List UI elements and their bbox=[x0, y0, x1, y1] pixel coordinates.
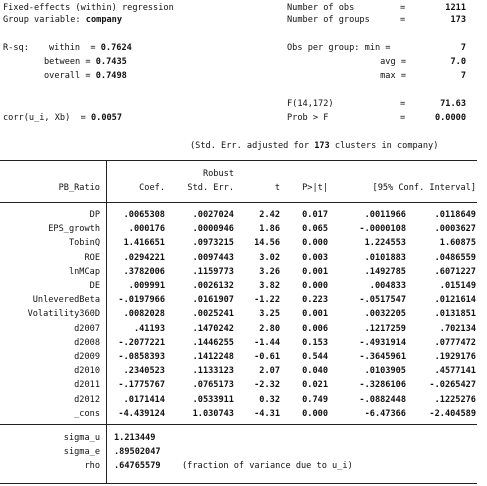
ci-lower-cell: -.3286106 bbox=[359, 380, 406, 391]
variable-name: lnMCap bbox=[68, 266, 100, 277]
coef-cell: .009991 bbox=[128, 281, 165, 291]
ngroups-label: Number of groups bbox=[287, 15, 370, 25]
table-header-rule bbox=[0, 202, 477, 203]
se-note-prefix: (Std. Err. adjusted for bbox=[190, 141, 315, 151]
std-err-cell: .1470242 bbox=[192, 323, 234, 334]
std-err-cell: .0765173 bbox=[192, 380, 234, 391]
f-stat-label-text: F(14,172) bbox=[287, 99, 334, 109]
variable-name: EPS_growth bbox=[48, 224, 100, 235]
t-stat-cell: 1.86 bbox=[259, 224, 280, 235]
std-err-cell: .1446255 bbox=[192, 337, 234, 348]
corr-line bbox=[3, 113, 122, 124]
sigma-value: .64765579 bbox=[114, 461, 161, 471]
obs-max-value: 7 bbox=[460, 71, 466, 81]
std-err-cell: 1.030743 bbox=[192, 408, 234, 419]
t-stat-cell: 2.80 bbox=[259, 323, 280, 334]
obs-max-label: max = bbox=[380, 71, 406, 81]
table-row bbox=[0, 238, 487, 249]
ci-lower-cell: .0101883 bbox=[364, 252, 406, 263]
p-header: P>|t| bbox=[302, 183, 328, 193]
table-coef-rule bbox=[0, 424, 477, 425]
variable-name: ROE bbox=[84, 252, 100, 263]
std-err-cell: .1133123 bbox=[192, 366, 234, 377]
p-value-cell: 0.021 bbox=[302, 380, 328, 391]
table-row bbox=[0, 309, 487, 320]
rsq-within-line bbox=[49, 43, 132, 54]
ci-lower-cell: -.0882448 bbox=[359, 394, 406, 405]
coef-cell: .0082028 bbox=[123, 309, 165, 320]
t-stat-cell: 2.07 bbox=[259, 366, 280, 377]
coef-cell: -4.439124 bbox=[118, 408, 165, 419]
t-stat-cell: -0.61 bbox=[254, 352, 280, 362]
nobs-eq: = bbox=[400, 3, 406, 13]
t-stat-cell: -4.31 bbox=[254, 408, 280, 419]
f-eq: = bbox=[400, 99, 406, 109]
p-value-cell: 0.017 bbox=[302, 210, 328, 220]
t-header: t bbox=[274, 183, 280, 193]
table-row bbox=[0, 338, 487, 349]
p-value-cell: 0.000 bbox=[302, 238, 328, 249]
ci-header: [95% Conf. Interval] bbox=[372, 183, 476, 193]
ci-lower-cell: -.0517547 bbox=[359, 295, 406, 306]
table-row bbox=[0, 210, 487, 221]
rsq-label: R-sq: bbox=[3, 43, 29, 53]
std-err-cell: .0026132 bbox=[192, 281, 234, 291]
table-row bbox=[0, 366, 487, 377]
std-err-cell: .0025241 bbox=[192, 309, 234, 320]
ci-lower-cell: .1492785 bbox=[364, 266, 406, 277]
obs-avg-label: avg = bbox=[380, 57, 406, 67]
std-err-cell: .1412248 bbox=[192, 352, 234, 362]
ci-lower-cell: 1.224553 bbox=[364, 238, 406, 249]
prob-f-eq: = bbox=[400, 113, 406, 123]
std-err-cell: .0027024 bbox=[192, 210, 234, 220]
depvar-header: PB_Ratio bbox=[58, 183, 100, 193]
t-stat-cell: -1.22 bbox=[254, 295, 280, 306]
p-value-cell: 0.153 bbox=[302, 337, 328, 348]
sigma-row bbox=[0, 433, 487, 444]
rsq-overall-label: overall = bbox=[44, 71, 96, 81]
nobs-label: Number of obs bbox=[287, 3, 355, 13]
rsq-between-line bbox=[44, 57, 127, 68]
p-value-cell: 0.001 bbox=[302, 266, 328, 277]
p-value-cell: 0.006 bbox=[302, 323, 328, 334]
ci-lower-cell: .0103905 bbox=[364, 366, 406, 377]
group-variable-value: company bbox=[85, 15, 123, 25]
rsq-overall-line bbox=[44, 71, 127, 82]
coef-cell: .0294221 bbox=[123, 252, 165, 263]
p-value-cell: 0.065 bbox=[302, 224, 328, 235]
coef-cell: .3782006 bbox=[123, 266, 165, 277]
sigma-name: sigma_e bbox=[63, 447, 100, 457]
ci-lower-cell: -.4931914 bbox=[359, 337, 406, 348]
coef-cell: -.2077221 bbox=[118, 337, 165, 348]
p-value-cell: 0.003 bbox=[302, 252, 328, 263]
ci-upper-cell: .702134 bbox=[439, 323, 476, 334]
coef-cell: -.1775767 bbox=[118, 380, 165, 391]
variable-name: DP bbox=[89, 210, 100, 220]
obs-min-value: 7 bbox=[460, 43, 466, 53]
ci-lower-cell: .0032205 bbox=[364, 309, 406, 320]
corr-value: 0.0057 bbox=[90, 113, 123, 123]
variable-name: d2011 bbox=[74, 380, 100, 391]
ci-upper-cell: .1225276 bbox=[434, 394, 476, 405]
ci-upper-cell: .0121614 bbox=[434, 295, 476, 306]
coef-cell: -.0858393 bbox=[118, 352, 165, 362]
rsq-within-label: within = bbox=[49, 43, 101, 53]
t-stat-cell: 3.02 bbox=[259, 252, 280, 263]
coef-cell: .000176 bbox=[128, 224, 165, 235]
ci-upper-cell: 1.60875 bbox=[439, 238, 476, 249]
table-row bbox=[0, 409, 487, 420]
ci-upper-cell: .1929176 bbox=[434, 352, 476, 362]
sigma-value: .89502047 bbox=[114, 447, 161, 457]
std-err-cell: .0973215 bbox=[192, 238, 234, 249]
sigma-name: rho bbox=[84, 461, 100, 471]
std-err-cell: .1159773 bbox=[192, 266, 234, 277]
sigma-value: 1.213449 bbox=[114, 433, 156, 443]
coef-cell: -.0197966 bbox=[118, 295, 165, 306]
variable-name: UnleveredBeta bbox=[32, 295, 100, 306]
table-row bbox=[0, 224, 487, 235]
t-stat-cell: 3.25 bbox=[259, 309, 280, 320]
table-row bbox=[0, 253, 487, 264]
variable-name: _cons bbox=[74, 408, 100, 419]
ci-upper-cell: .0003627 bbox=[434, 224, 476, 235]
f-stat-label bbox=[287, 99, 334, 110]
se-note bbox=[190, 141, 438, 152]
variable-name: TobinQ bbox=[68, 238, 100, 249]
regression-title: Fixed-effects (within) regression bbox=[3, 3, 174, 13]
table-row bbox=[0, 380, 487, 391]
f-stat-value: 71.63 bbox=[440, 99, 466, 109]
table-row bbox=[0, 281, 487, 292]
p-value-cell: 0.001 bbox=[302, 309, 328, 320]
t-stat-cell: -1.44 bbox=[254, 337, 280, 348]
coef-cell: .0065308 bbox=[123, 210, 165, 220]
se-note-suffix: clusters in company) bbox=[329, 141, 439, 151]
p-value-cell: 0.544 bbox=[302, 352, 328, 362]
t-stat-cell: 3.82 bbox=[259, 281, 280, 291]
prob-f-value: 0.0000 bbox=[434, 113, 466, 123]
coef-cell: .41193 bbox=[133, 323, 165, 334]
rsq-between-value: 0.7435 bbox=[95, 57, 127, 67]
p-value-cell: 0.000 bbox=[302, 408, 328, 419]
variable-name: Volatility360D bbox=[27, 309, 100, 320]
rsq-within-value: 0.7624 bbox=[100, 43, 132, 53]
std-err-cell: .0000946 bbox=[192, 224, 234, 235]
table-row bbox=[0, 295, 487, 306]
coef-cell: .0171414 bbox=[123, 394, 165, 405]
group-variable-label: Group variable: bbox=[3, 15, 86, 25]
ci-lower-cell: .0011966 bbox=[364, 210, 406, 220]
variable-name: d2010 bbox=[74, 366, 100, 377]
ci-lower-cell: -6.47366 bbox=[364, 408, 406, 419]
se-header: Std. Err. bbox=[187, 183, 234, 193]
t-stat-cell: 0.32 bbox=[259, 394, 280, 405]
se-note-clusters: 173 bbox=[314, 141, 330, 151]
ci-upper-cell: -2.404589 bbox=[429, 408, 476, 419]
table-row bbox=[0, 324, 487, 335]
p-value-cell: 0.040 bbox=[302, 366, 328, 377]
obs-per-group-label: Obs per group: min = bbox=[287, 43, 391, 53]
std-err-cell: .0097443 bbox=[192, 252, 234, 263]
p-value-cell: 0.000 bbox=[302, 281, 328, 291]
rsq-overall-value: 0.7498 bbox=[95, 71, 127, 81]
coef-header: Coef. bbox=[139, 183, 165, 193]
corr-label: corr(u_i, Xb) = bbox=[3, 113, 91, 123]
t-stat-cell: 3.26 bbox=[259, 266, 280, 277]
table-bottom-rule bbox=[0, 483, 477, 484]
std-err-cell: .0533911 bbox=[192, 394, 234, 405]
group-variable-line bbox=[3, 15, 122, 26]
rsq-between-label: between = bbox=[44, 57, 96, 67]
ci-upper-cell: .0131851 bbox=[434, 309, 476, 320]
ngroups-eq: = bbox=[400, 15, 406, 25]
p-value-cell: 0.223 bbox=[302, 295, 328, 306]
t-stat-cell: 14.56 bbox=[254, 238, 280, 249]
table-row bbox=[0, 267, 487, 278]
t-stat-cell: -2.32 bbox=[254, 380, 280, 391]
sigma-name: sigma_u bbox=[63, 433, 100, 443]
ci-upper-cell: -.0265427 bbox=[429, 380, 476, 391]
nobs-value: 1211 bbox=[445, 3, 466, 13]
ci-upper-cell: .6071227 bbox=[434, 266, 476, 277]
table-row bbox=[0, 352, 487, 363]
table-row bbox=[0, 395, 487, 406]
ci-lower-cell: .004833 bbox=[369, 281, 406, 291]
variable-name: DE bbox=[89, 281, 100, 291]
std-err-cell: .0161907 bbox=[192, 295, 234, 306]
ci-upper-cell: .0118649 bbox=[434, 210, 476, 220]
variable-name: d2008 bbox=[74, 337, 100, 348]
t-stat-cell: 2.42 bbox=[259, 210, 280, 220]
sigma-row bbox=[0, 447, 487, 458]
coef-cell: .2340523 bbox=[123, 366, 165, 377]
ci-upper-cell: .015149 bbox=[439, 281, 476, 291]
variable-name: d2009 bbox=[74, 352, 100, 362]
ci-upper-cell: .4577141 bbox=[434, 366, 476, 377]
ci-lower-cell: .1217259 bbox=[364, 323, 406, 334]
ci-lower-cell: -.3645961 bbox=[359, 352, 406, 362]
rho-note: (fraction of variance due to u_i) bbox=[182, 461, 353, 471]
ci-upper-cell: .0486559 bbox=[434, 252, 476, 263]
ci-upper-cell: .0777472 bbox=[434, 337, 476, 348]
coef-cell: 1.416651 bbox=[123, 238, 165, 249]
variable-name: d2007 bbox=[74, 323, 100, 334]
robust-header: Robust bbox=[202, 169, 234, 179]
p-value-cell: 0.749 bbox=[302, 394, 328, 405]
table-top-rule bbox=[0, 160, 477, 161]
variable-name: d2012 bbox=[74, 394, 100, 405]
ngroups-value: 173 bbox=[450, 15, 466, 25]
ci-lower-cell: -.0000108 bbox=[359, 224, 406, 235]
prob-f-label: Prob > F bbox=[287, 113, 329, 123]
obs-avg-value: 7.0 bbox=[450, 57, 466, 67]
